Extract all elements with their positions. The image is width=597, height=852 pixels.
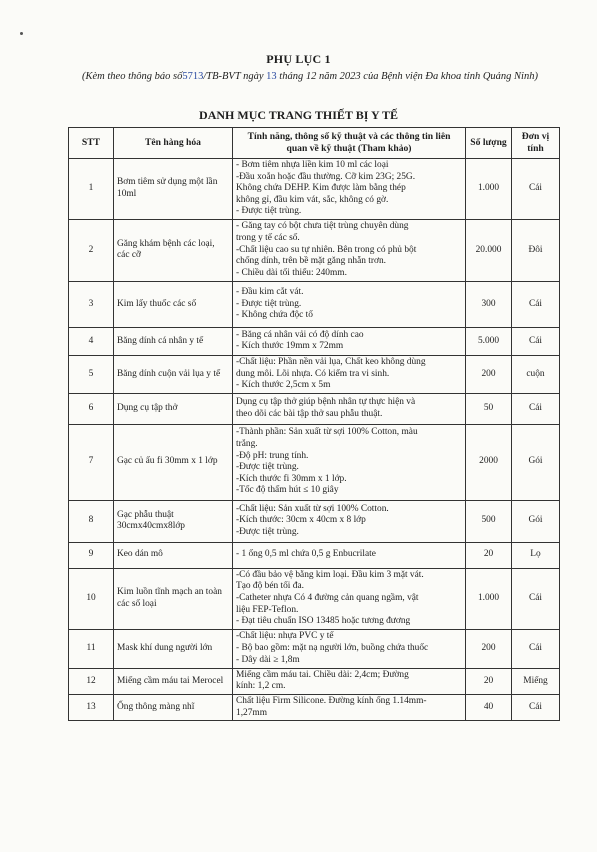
cell-stt: 11 bbox=[69, 629, 114, 668]
cell-name: Gạc phẫu thuật 30cmx40cmx8lớp bbox=[114, 500, 233, 542]
cell-stt: 10 bbox=[69, 568, 114, 629]
spec-line: -Độ pH: trung tính. bbox=[236, 450, 309, 461]
table-row bbox=[69, 355, 560, 393]
cell-name: Dụng cụ tập thở bbox=[114, 393, 233, 424]
spec-line: -Được tiệt trùng. bbox=[236, 462, 299, 473]
spec-line: Chất liệu Firm Silicone. Đường kính ống 1.14mm- bbox=[236, 695, 427, 706]
spec-line: -Được tiệt trùng. bbox=[236, 527, 299, 538]
subtitle-mid: /TB-BVT ngày bbox=[203, 71, 264, 82]
cell-stt: 12 bbox=[69, 668, 114, 694]
cell-qty: 20.000 bbox=[466, 219, 512, 281]
cell-spec bbox=[233, 542, 466, 568]
spec-line: - Không chứa độc tố bbox=[236, 310, 313, 321]
cell-qty: 20 bbox=[466, 668, 512, 694]
spec-line: - Băng cá nhân vải có độ dính cao bbox=[236, 329, 364, 340]
spec-line: Dụng cụ tập thở giúp bệnh nhân tự thực hiện và bbox=[236, 397, 416, 408]
cell-qty: 300 bbox=[466, 281, 512, 327]
cell-spec bbox=[233, 668, 466, 694]
cell-spec bbox=[233, 355, 466, 393]
cell-qty: 200 bbox=[466, 355, 512, 393]
list-heading: DANH MỤC TRANG THIẾT BỊ Y TẾ bbox=[199, 108, 398, 122]
spec-line: - 1 ống 0,5 ml chứa 0,5 g Enbucrilate bbox=[236, 549, 376, 560]
cell-stt: 1 bbox=[69, 159, 114, 220]
spec-line: - Găng tay có bột chưa tiệt trùng chuyên dùng bbox=[236, 221, 409, 232]
spec-line: 1,27mm bbox=[236, 707, 267, 718]
cell-stt: 13 bbox=[69, 694, 114, 720]
spec-line: Không chứa DEHP. Kim được làm bằng thép bbox=[236, 183, 406, 194]
subtitle-prefix: (Kèm theo thông báo số bbox=[82, 71, 183, 82]
table-row bbox=[69, 500, 560, 542]
cell-spec bbox=[233, 424, 466, 500]
table-row bbox=[69, 629, 560, 668]
header-unit: Đơn vị tính bbox=[512, 128, 560, 159]
cell-name: Kim luồn tĩnh mạch an toàn các số loại bbox=[114, 568, 233, 629]
cell-name: Keo dán mô bbox=[114, 542, 233, 568]
cell-spec bbox=[233, 629, 466, 668]
cell-unit: cuộn bbox=[512, 355, 560, 393]
spec-line: - Dây dài ≥ 1,8m bbox=[236, 654, 300, 665]
spec-line: không gỉ, đầu kim vát, sắc, không có gờ. bbox=[236, 194, 389, 205]
spec-line: - Bơm tiêm nhựa liền kim 10 ml các loại bbox=[236, 160, 389, 170]
table-row bbox=[69, 668, 560, 694]
spec-line: - Chiều dài tối thiểu: 240mm. bbox=[236, 267, 347, 278]
spec-line: dung môi. Lõi nhựa. Có kiểm tra vi sinh. bbox=[236, 368, 390, 379]
cell-stt: 7 bbox=[69, 424, 114, 500]
cell-name: Mask khí dung người lớn bbox=[114, 629, 233, 668]
cell-spec bbox=[233, 219, 466, 281]
cell-unit: Cái bbox=[512, 159, 560, 220]
spec-line: - Đạt tiêu chuẩn ISO 13485 hoặc tương đương bbox=[236, 616, 411, 627]
spec-line: liệu FEP-Teflon. bbox=[236, 604, 299, 615]
cell-qty: 500 bbox=[466, 500, 512, 542]
spec-line: Tạo độ bén tối đa. bbox=[236, 581, 304, 592]
spec-line: kính: 1,2 cm. bbox=[236, 681, 286, 692]
table-row bbox=[69, 424, 560, 500]
equipment-table bbox=[68, 127, 560, 721]
cell-qty: 20 bbox=[466, 542, 512, 568]
cell-name: Băng dính cá nhân y tế bbox=[114, 327, 233, 355]
spec-line: - Kích thước 19mm x 72mm bbox=[236, 341, 344, 352]
cell-stt: 6 bbox=[69, 393, 114, 424]
cell-qty: 5.000 bbox=[466, 327, 512, 355]
table-row bbox=[69, 568, 560, 629]
cell-stt: 4 bbox=[69, 327, 114, 355]
cell-name: Gạc củ ấu fi 30mm x 1 lớp bbox=[114, 424, 233, 500]
cell-qty: 200 bbox=[466, 629, 512, 668]
cell-unit: Cái bbox=[512, 327, 560, 355]
cell-name: Kim lấy thuốc các số bbox=[114, 281, 233, 327]
cell-stt: 3 bbox=[69, 281, 114, 327]
table-row bbox=[69, 219, 560, 281]
table-row bbox=[69, 327, 560, 355]
cell-name: Miếng cầm máu tai Merocel bbox=[114, 668, 233, 694]
spec-line: trắng. bbox=[236, 439, 258, 450]
cell-qty: 50 bbox=[466, 393, 512, 424]
header-name: Tên hàng hóa bbox=[114, 128, 233, 159]
cell-spec bbox=[233, 500, 466, 542]
table-row bbox=[69, 393, 560, 424]
cell-stt: 5 bbox=[69, 355, 114, 393]
cell-qty: 1.000 bbox=[466, 159, 512, 220]
handwritten-day: 13 bbox=[266, 71, 277, 82]
cell-qty: 40 bbox=[466, 694, 512, 720]
header-stt: STT bbox=[69, 128, 114, 159]
table-row bbox=[69, 281, 560, 327]
header-spec: Tính năng, thông số kỹ thuật và các thông tin liên quan về kỹ thuật (Tham khảo) bbox=[233, 128, 466, 159]
spec-line: Miếng cầm máu tai. Chiều dài: 2,4cm; Đường bbox=[236, 669, 409, 680]
cell-name: Găng khám bệnh các loại, các cỡ bbox=[114, 219, 233, 281]
cell-unit: Gói bbox=[512, 500, 560, 542]
cell-unit: Lọ bbox=[512, 542, 560, 568]
appendix-title: PHỤ LỤC 1 bbox=[266, 52, 331, 66]
cell-unit: Cái bbox=[512, 694, 560, 720]
cell-stt: 9 bbox=[69, 542, 114, 568]
spec-line: - Đầu kim cắt vát. bbox=[236, 287, 304, 298]
table-header-row bbox=[69, 128, 560, 159]
cell-unit: Miếng bbox=[512, 668, 560, 694]
spec-line: - Bộ bao gồm: mặt nạ người lớn, buồng chứa thuốc bbox=[236, 642, 429, 653]
spec-line: -Kích thước: 30cm x 40cm x 8 lớp bbox=[236, 515, 366, 526]
handwritten-number: 5713 bbox=[182, 71, 204, 82]
appendix-subtitle bbox=[60, 69, 560, 84]
cell-qty: 1.000 bbox=[466, 568, 512, 629]
cell-unit: Cái bbox=[512, 393, 560, 424]
cell-name: Băng dính cuộn vải lụa y tế bbox=[114, 355, 233, 393]
cell-spec bbox=[233, 281, 466, 327]
spec-line: chống dính, trên bề mặt găng nhẵn trơn. bbox=[236, 256, 386, 267]
header-qty: Số lượng bbox=[466, 128, 512, 159]
spec-line: - Được tiệt trùng. bbox=[236, 206, 302, 217]
scan-dot bbox=[20, 32, 23, 35]
spec-line: -Có đầu bảo vệ bằng kim loại. Đầu kim 3 mặt vát. bbox=[236, 569, 424, 580]
cell-spec bbox=[233, 694, 466, 720]
table-row bbox=[69, 542, 560, 568]
spec-line: -Đầu xoắn hoặc đầu thường. Cỡ kim 23G; 25G. bbox=[236, 171, 416, 182]
cell-unit: Cái bbox=[512, 281, 560, 327]
spec-line: - Kích thước 2,5cm x 5m bbox=[236, 380, 331, 391]
cell-unit: Đôi bbox=[512, 219, 560, 281]
table-body bbox=[69, 159, 560, 721]
spec-line: -Tốc độ thấm hút ≤ 10 giây bbox=[236, 485, 339, 496]
spec-line: trong y tế các số. bbox=[236, 233, 300, 244]
cell-name: Bơm tiêm sử dụng một lần 10ml bbox=[114, 159, 233, 220]
cell-stt: 8 bbox=[69, 500, 114, 542]
table-row bbox=[69, 694, 560, 720]
spec-line: - Được tiệt trùng. bbox=[236, 298, 302, 309]
cell-unit: Cái bbox=[512, 629, 560, 668]
table-row bbox=[69, 159, 560, 220]
cell-spec bbox=[233, 327, 466, 355]
spec-line: -Kích thước fi 30mm x 1 lớp. bbox=[236, 473, 347, 484]
cell-spec bbox=[233, 568, 466, 629]
spec-line: theo dõi các bài tập thở sau phẫu thuật. bbox=[236, 408, 383, 419]
spec-line: -Chất liệu: nhựa PVC y tế bbox=[236, 631, 334, 642]
spec-line: -Chất liệu: Phần nền vải lụa, Chất keo không dùng bbox=[236, 356, 426, 367]
spec-line: -Chất liệu: Sản xuất từ sợi 100% Cotton. bbox=[236, 503, 389, 514]
cell-stt: 2 bbox=[69, 219, 114, 281]
subtitle-suffix: tháng 12 năm 2023 của Bệnh viện Đa khoa tỉnh Quảng Ninh) bbox=[276, 71, 538, 82]
spec-line: -Catheter nhựa Có 4 đường cản quang ngầm, vật bbox=[236, 592, 419, 603]
cell-unit: Cái bbox=[512, 568, 560, 629]
cell-spec bbox=[233, 159, 466, 220]
cell-spec bbox=[233, 393, 466, 424]
cell-unit: Gói bbox=[512, 424, 560, 500]
cell-qty: 2000 bbox=[466, 424, 512, 500]
cell-name: Ống thông màng nhĩ bbox=[114, 694, 233, 720]
spec-line: -Chất liệu cao su tự nhiên. Bên trong có phủ bột bbox=[236, 244, 417, 255]
spec-line: -Thành phần: Sản xuất từ sợi 100% Cotton, màu bbox=[236, 427, 418, 438]
